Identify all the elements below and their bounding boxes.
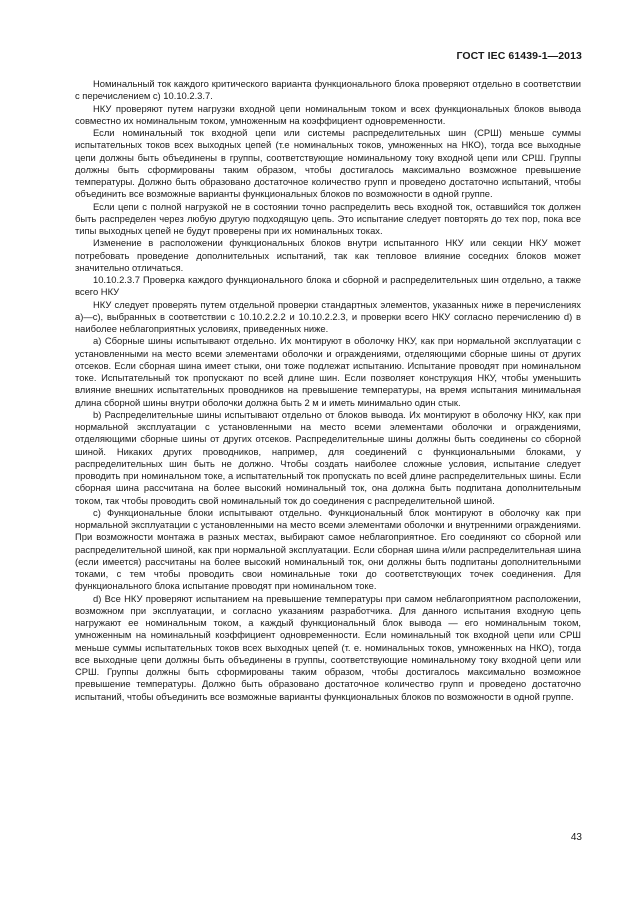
- paragraph: НКУ следует проверять путем отдельной проверки стандартных элементов, указанных ниже в перечислениях а)—с), выбранных в соответствии с 10.10.2.2.2 и 10.10.2.2.3, и проверки всего НКУ согласно перечислению d) в наиболее неблагоприятных условиях, приведенных ниже.: [75, 298, 581, 334]
- page-number: 43: [570, 832, 582, 843]
- list-item-a: a) Сборные шины испытывают отдельно. Их монтируют в оболочку НКУ, как при нормальной эксплуатации с установленными на место всеми элементами оболочки и ограждениями, отделяющими сборные шины от других отсеков. Если сборная шина имеет стыки, они тоже подлежат испытанию. Испытание проводят при номинальном токе. Испытательный ток пропускают по всей длине шин. Если позволяет конструкция НКУ, чтобы уменьшить влияние внешних испытательных проводников на превышение температуры, на время испытания минимальная длина сборной шины внутри оболочки должна быть 2 м и иметь минимально один стык.: [75, 335, 581, 408]
- paragraph: НКУ проверяют путем нагрузки входной цепи номинальным током и всех функциональных блоков вывода совместно их номинальным током, умноженным на коэффициент одновременности.: [75, 102, 581, 126]
- body-text: [75, 78, 581, 703]
- standard-header: ГОСТ IEC 61439-1—2013: [456, 50, 582, 62]
- list-item-c: c) Функциональные блоки испытывают отдельно. Функциональный блок монтируют в оболочку как при нормальной эксплуатации с установленными на место всеми элементами оболочки и внутренними ограждениями. При возможности монтажа в разных местах, выбирают самое неблагоприятное. Его соединяют со сборной или распределительной шиной, как при нормальной эксплуатации. Если сборная шина и/или распределительная шина (если имеется) рассчитаны на более высокий номинальный ток, они должны быть подпитаны дополнительными токами, с тем чтобы проводить свои номинальные токи до соответствующих точек соединения. Для функционального блока испытание проводят при номинальном токе.: [75, 506, 581, 592]
- paragraph: Изменение в расположении функциональных блоков внутри испытанного НКУ или секции НКУ может потребовать проведение дополнительных испытаний, так как тепловое влияние соседних блоков может значительно отличаться.: [75, 237, 581, 273]
- list-item-b: b) Распределительные шины испытывают отдельно от блоков вывода. Их монтируют в оболочку НКУ, как при нормальной эксплуатации с установленными на место всеми элементами оболочки и ограждениями, отделяющими сборные шины от других отсеков. Распределительные шины должны быть соединены со сборной шиной. Никаких других проводников, например, для соединений с функциональными блоками, у распределительных шин быть не должно. Чтобы создать наиболее сложные условия, испытание следует проводить при номинальном токе, а испытательный ток пропускать по всей длине распределительных шины. Если сборная шина рассчитана на более высокий номинальный ток, она должна быть подпитана дополнительным током, так чтобы проводить свой номинальный ток до соединения с распределительной шиной.: [75, 408, 581, 506]
- paragraph: Если цепи с полной нагрузкой не в состоянии точно распределить весь входной ток, оставшийся ток должен быть распределен через любую другую подходящую цепь. Это испытание следует повторять до тех пор, пока все типы выходных цепей не будут проверены при их номинальных токах.: [75, 200, 581, 236]
- list-item-d: d) Все НКУ проверяют испытанием на превышение температуры при самом неблагоприятном расположении, возможном при эксплуатации, и согласно указаниям разработчика. Для данного испытания входную цепь нагружают ее номинальным током, а каждый функциональный блок вывода — его номинальным током, умноженным на номинальный коэффициент одновременности. Если номинальный ток входной цепи или СРШ меньше суммы испытательных токов всех выходных цепей (т. е. номинальных токов, умноженных на НКО), тогда все выходные цепи должны быть объединены в группы, соответствующие номинальному току входной цепи или СРШ. Группы должны быть сформированы таким образом, чтобы достигалось максимально возможное превышение температуры. Должно быть образовано достаточное количество групп и проведено достаточно испытаний, чтобы объединить все возможные варианты функциональных блоков по возможности в одной группе.: [75, 592, 581, 702]
- section-heading: 10.10.2.3.7 Проверка каждого функционального блока и сборной и распределительных шин отдельно, а также всего НКУ: [75, 274, 581, 298]
- paragraph: Номинальный ток каждого критического варианта функционального блока проверяют отдельно в соответствии с перечислением с) 10.10.2.3.7.: [75, 78, 581, 102]
- paragraph: Если номинальный ток входной цепи или системы распределительных шин (СРШ) меньше суммы испытательных токов всех выходных цепей (т.е номинальных токов, умноженных на НКО), тогда все выходные цепи должны быть объединены в группы, соответствующие номинальному току входной цепи или СРШ. Группы должны быть сформированы таким образом, чтобы достигалось максимально возможное превышение температуры. Должно быть образовано достаточное количество групп и проведено достаточно испытаний, чтобы объединить все возможные варианты функциональных блоков по возможности в одной группе.: [75, 127, 581, 200]
